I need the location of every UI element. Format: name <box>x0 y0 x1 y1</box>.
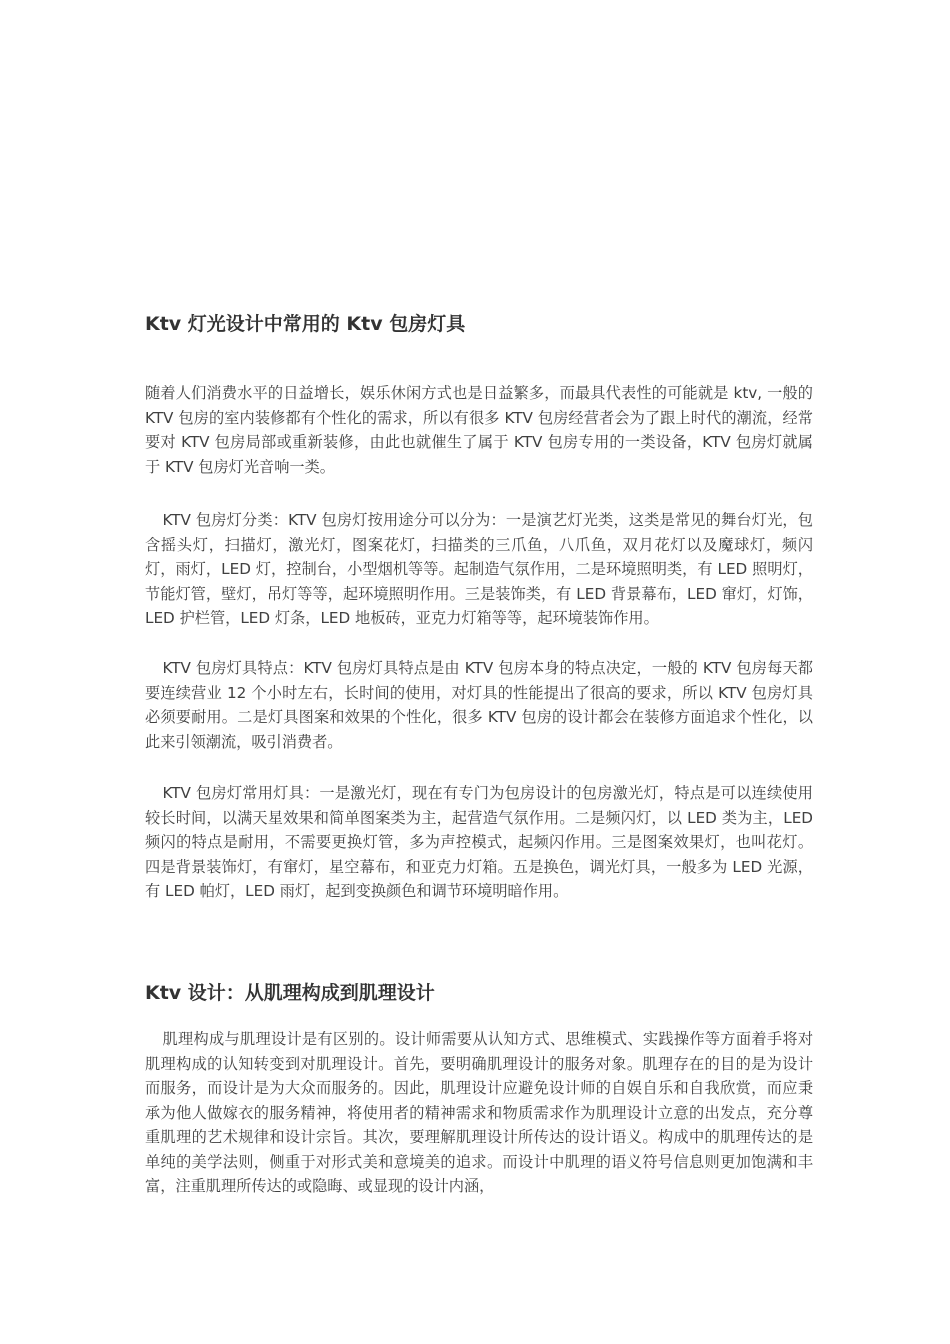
paragraph-lamp-features: KTV 包房灯具特点：KTV 包房灯具特点是由 KTV 包房本身的特点决定，一般的 KTV 包房每天都要连续营业 12 个小时左右，长时间的使用，对灯具的性能提出了很高的要求，所以 KTV 包房灯具必须要耐用。二是灯具图案和效果的个性化，很多 KTV 包房的设计都会在装修方面追求个性化，以此来引领潮流，吸引消费者。 <box>145 659 813 751</box>
paragraph-lamp-categories: KTV 包房灯分类：KTV 包房灯按用途分可以分为：一是演艺灯光类，这类是常见的舞台灯光，包含摇头灯，扫描灯，激光灯，图案花灯，扫描类的三爪鱼，八爪鱼，双月花灯以及魔球灯，频闪灯，雨灯，LED 灯，控制台，小型烟机等等。起制造气氛作用，二是环境照明类，有 LED 照明灯，节能灯管，壁灯，吊灯等等，起环境照明作用。三是装饰类，有 LED 背景幕布，LED 窜灯，灯饰，LED 护栏管，LED 灯条，LED 地板砖，亚克力灯箱等等，起环境装饰作用。 <box>145 511 813 627</box>
paragraph-intro: 随着人们消费水平的日益增长，娱乐休闲方式也是日益繁多，而最具代表性的可能就是 ktv, 一般的 KTV 包房的室内装修都有个性化的需求，所以有很多 KTV 包房经营者会为了跟上时代的潮流，经常要对 KTV 包房局部或重新装修，由此也就催生了属于 KTV 包房专用的一类设备，KTV 包房灯就属于 KTV 包房灯光音响一类。 <box>145 384 813 476</box>
section-heading-texture-design: Ktv 设计：从肌理构成到肌理设计 <box>145 982 435 1004</box>
paragraph-texture-design: 肌理构成与肌理设计是有区别的。设计师需要从认知方式、思维模式、实践操作等方面着手将对肌理构成的认知转变到对肌理设计。首先，要明确肌理设计的服务对象。肌理存在的目的是为设计而服务，而设计是为大众而服务的。因此，肌理设计应避免设计师的自娱自乐和自我欣赏，而应秉承为他人做嫁衣的服务精神，将使用者的精神需求和物质需求作为肌理设计立意的出发点，充分尊重肌理的艺术规律和设计宗旨。其次，要理解肌理设计所传达的设计语义。构成中的肌理传达的是单纯的美学法则，侧重于对形式美和意境美的追求。而设计中肌理的语义符号信息则更加饱满和丰富，注重肌理所传达的或隐晦、或显现的设计内涵， <box>145 1030 813 1195</box>
paragraph-common-lamps: KTV 包房灯常用灯具：一是激光灯，现在有专门为包房设计的包房激光灯，特点是可以连续使用较长时间，以满天星效果和简单图案类为主，起营造气氛作用。二是频闪灯，以 LED 类为主，LED 频闪的特点是耐用，不需要更换灯管，多为声控模式，起频闪作用。三是图案效果灯，也叫花灯。四是背景装饰灯，有窜灯，星空幕布，和亚克力灯箱。五是换色，调光灯具，一般多为 LED 光源，有 LED 帕灯，LED 雨灯，起到变换颜色和调节环境明暗作用。 <box>145 784 813 900</box>
section-heading-ktv-lighting: Ktv 灯光设计中常用的 Ktv 包房灯具 <box>145 313 466 335</box>
